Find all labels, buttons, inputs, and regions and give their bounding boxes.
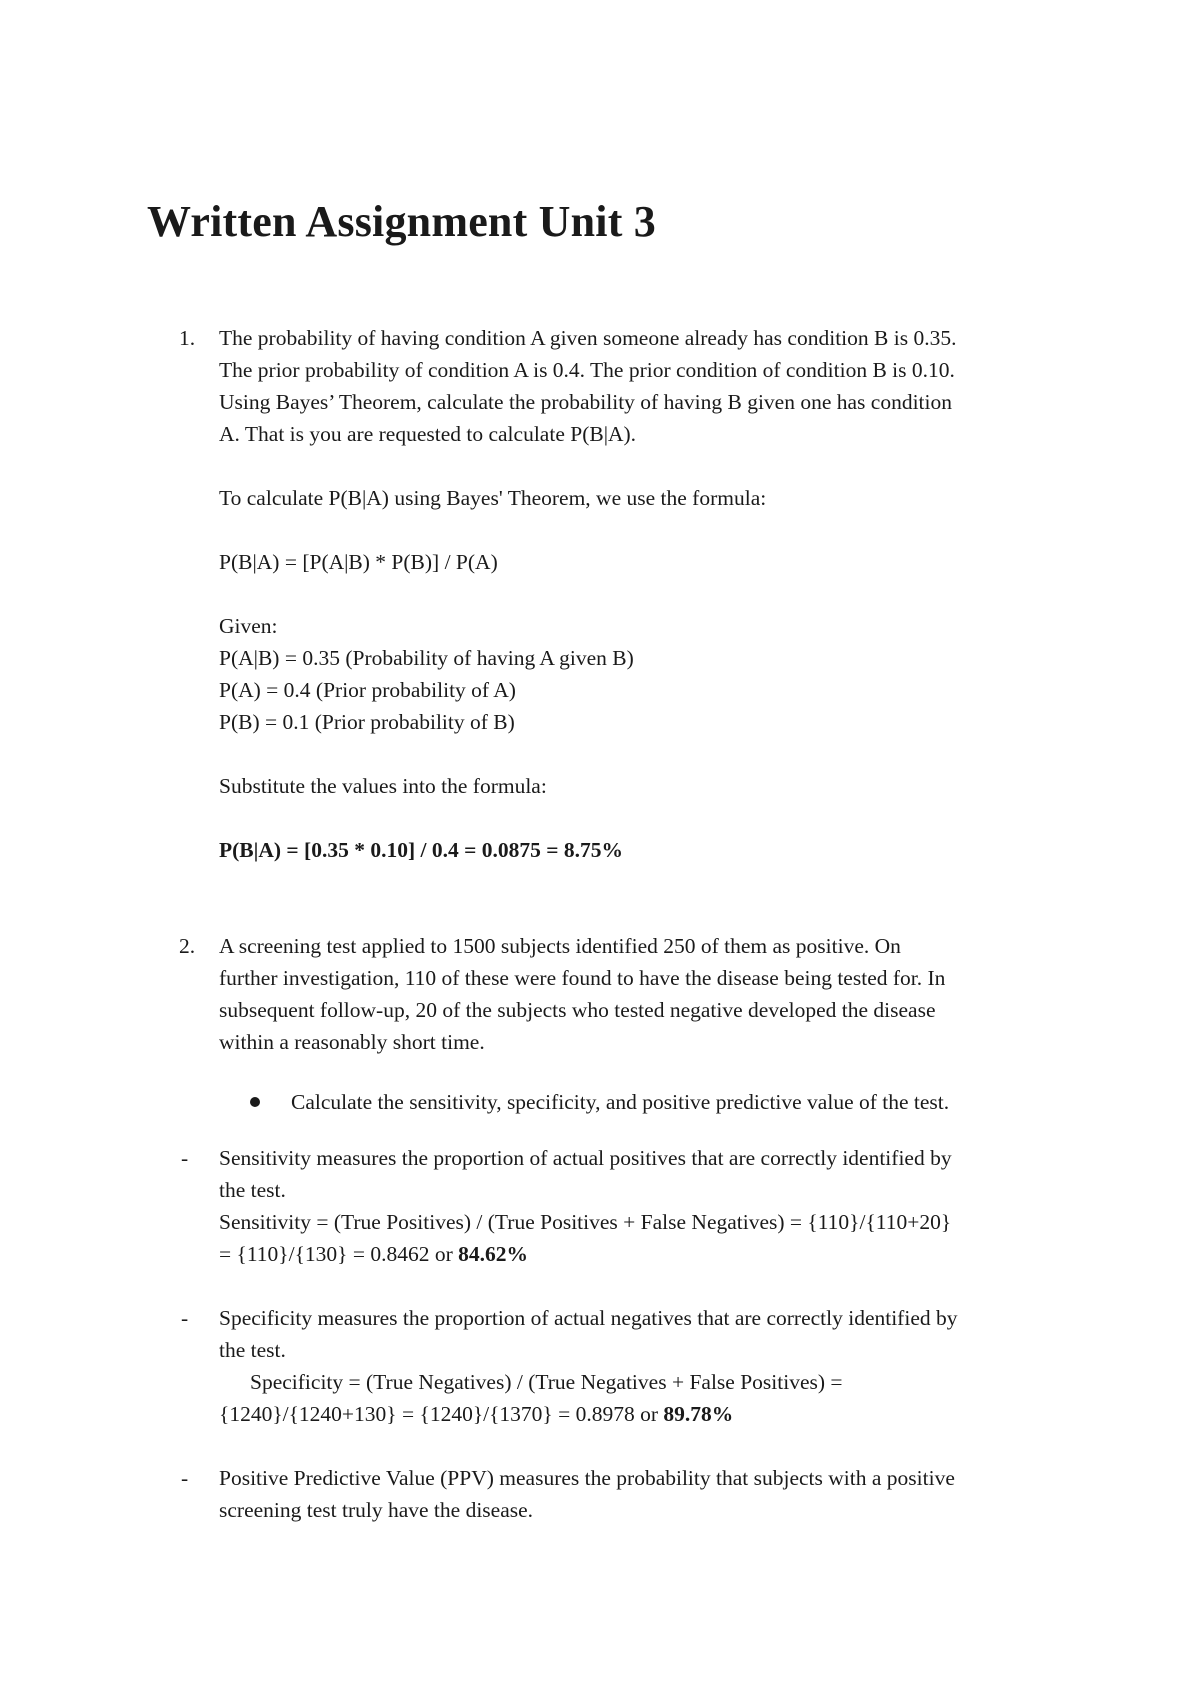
question-1-line: The probability of having condition A given someone already has condition B is 0.35. <box>219 326 957 350</box>
formula-intro: To calculate P(B|A) using Bayes' Theorem, we use the formula: <box>219 486 767 510</box>
specificity-calc-text: {1240}/{1240+130} = {1240}/{1370} = 0.8978 or <box>219 1402 664 1426</box>
question-2-line: A screening test applied to 1500 subjects identified 250 of them as positive. On <box>219 934 901 958</box>
page-title: Written Assignment Unit 3 <box>147 197 656 246</box>
question-2-line: further investigation, 110 of these were found to have the disease being tested for. In <box>219 966 946 990</box>
given-item: P(B) = 0.1 (Prior probability of B) <box>219 710 515 734</box>
ppv-definition: screening test truly have the disease. <box>219 1498 534 1522</box>
specificity-definition: Specificity measures the proportion of actual negatives that are correctly identified by <box>219 1306 958 1330</box>
substitute-text: Substitute the values into the formula: <box>219 774 547 798</box>
sensitivity-calculation: Sensitivity = (True Positives) / (True Positives + False Negatives) = {110}/{110+20} <box>219 1210 952 1234</box>
dash-marker: - <box>181 1306 189 1330</box>
ppv-definition: Positive Predictive Value (PPV) measures the probability that subjects with a positive <box>219 1466 955 1490</box>
question-2-number: 2. <box>179 934 196 958</box>
bullet-text: Calculate the sensitivity, specificity, and positive predictive value of the test. <box>291 1090 950 1114</box>
specificity-definition: the test. <box>219 1338 286 1362</box>
question-2-line: within a reasonably short time. <box>219 1030 485 1054</box>
specificity-answer: 89.78% <box>663 1402 734 1426</box>
given-label: Given: <box>219 614 278 638</box>
sensitivity-calculation <box>219 1238 528 1270</box>
bayes-formula: P(B|A) = [P(A|B) * P(B)] / P(A) <box>219 550 498 574</box>
bullet-dot <box>250 1097 260 1107</box>
sensitivity-definition: the test. <box>219 1178 286 1202</box>
dash-marker: - <box>181 1146 189 1170</box>
specificity-calculation: Specificity = (True Negatives) / (True Negatives + False Positives) = <box>250 1370 843 1394</box>
question-1-number: 1. <box>179 326 196 350</box>
given-item: P(A|B) = 0.35 (Probability of having A given B) <box>219 646 634 670</box>
question-1-line: Using Bayes’ Theorem, calculate the probability of having B given one has condition <box>219 390 953 414</box>
sensitivity-calc-text: = {110}/{130} = 0.8462 or <box>219 1242 459 1266</box>
q1-result: P(B|A) = [0.35 * 0.10] / 0.4 = 0.0875 = 8.75% <box>219 838 623 862</box>
question-2-line: subsequent follow-up, 20 of the subjects who tested negative developed the disease <box>219 998 936 1022</box>
question-1-line: The prior probability of condition A is 0.4. The prior condition of condition B is 0.10. <box>219 358 955 382</box>
dash-marker: - <box>181 1466 189 1490</box>
question-1-line: A. That is you are requested to calculate P(B|A). <box>219 422 637 446</box>
specificity-calculation <box>219 1398 733 1430</box>
given-item: P(A) = 0.4 (Prior probability of A) <box>219 678 516 702</box>
sensitivity-answer: 84.62% <box>458 1242 528 1266</box>
sensitivity-definition: Sensitivity measures the proportion of actual positives that are correctly identified by <box>219 1146 952 1170</box>
